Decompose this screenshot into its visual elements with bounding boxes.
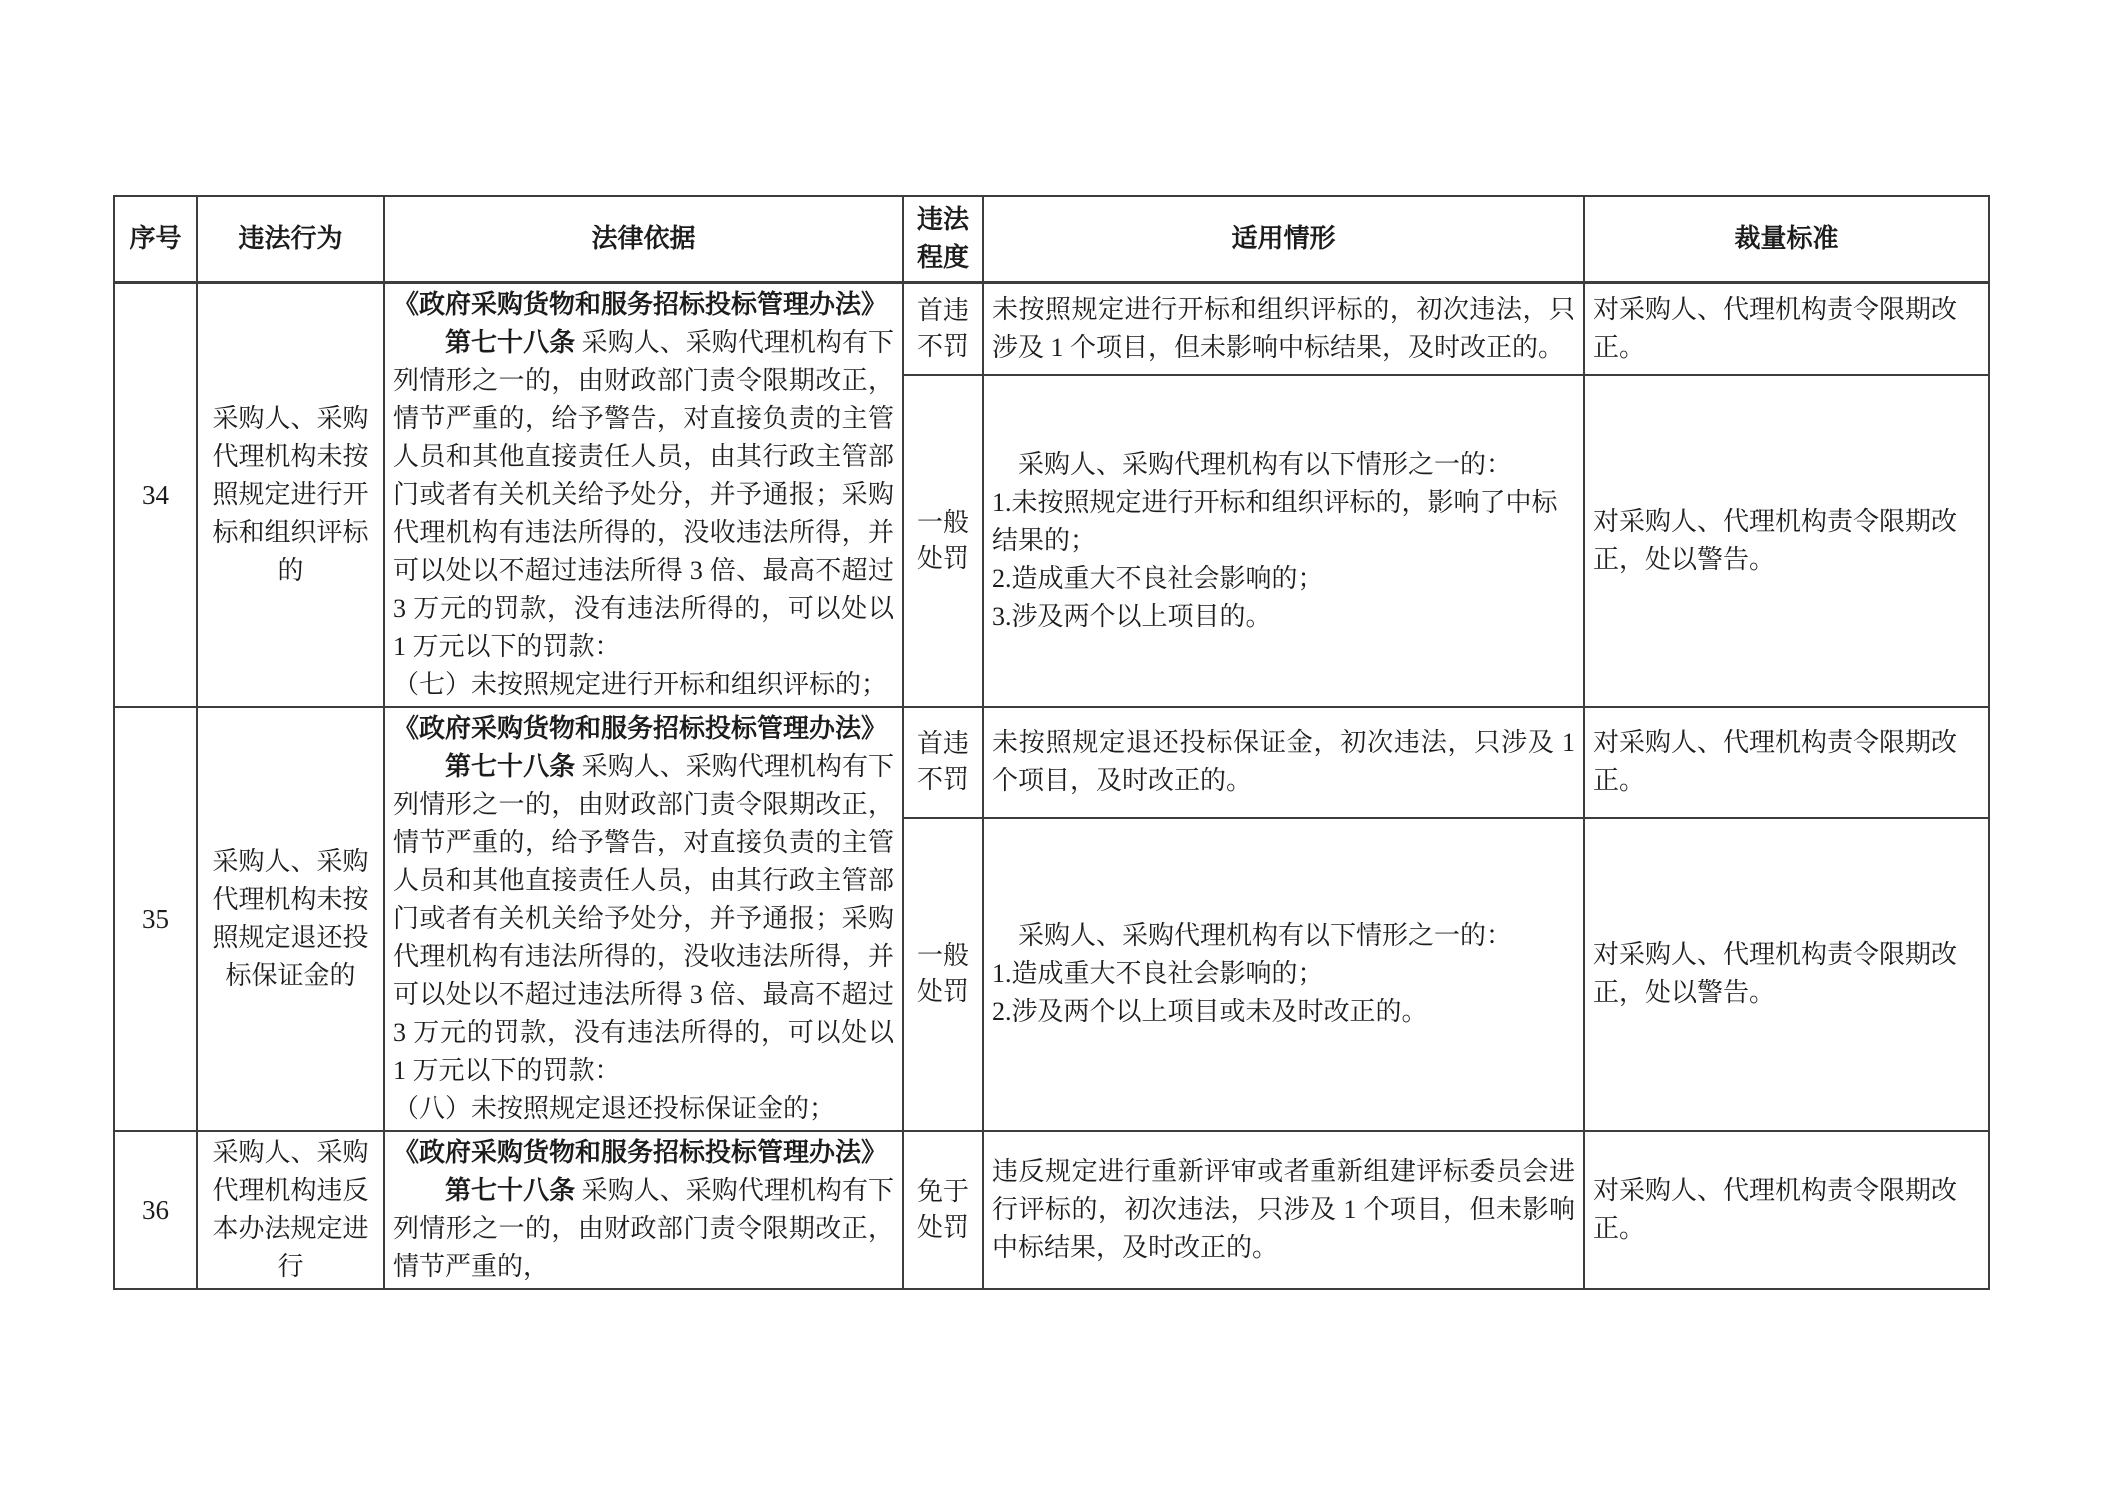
row36-situation: 违反规定进行重新评审或者重新组建评标委员会进行评标的，初次违法，只涉及 1 个项目，但未影响中标结果，及时改正的。 [983, 1131, 1584, 1289]
row34-seq: 34 [114, 283, 197, 708]
row36-legal-article [393, 1172, 894, 1286]
row34-legal-basis [384, 283, 903, 708]
row34a-situation: 未按照规定进行开标和组织评标的，初次违法，只涉及 1 个项目，但未影响中标结果，及时改正的。 [983, 283, 1584, 376]
row34a-degree: 首违不罚 [903, 283, 983, 376]
row34b-situation-item-1: 1.未按照规定进行开标和组织评标的，影响了中标结果的； [992, 488, 1558, 556]
row34b-situation [983, 375, 1584, 707]
row35-legal-item: （八）未按照规定退还投标保证金的； [393, 1094, 836, 1123]
header-situation: 适用情形 [983, 196, 1584, 283]
table-row-36 [114, 1131, 1989, 1289]
row36-violation: 采购人、采购代理机构违反本办法规定进行 [197, 1131, 384, 1289]
row34-legal-title: 《政府采购货物和服务招标投标管理办法》 [393, 290, 888, 319]
row34-legal-item: （七）未按照规定进行开标和组织评标的； [393, 670, 888, 699]
table-row-35a [114, 707, 1989, 818]
row36-legal-basis [384, 1131, 903, 1289]
row35b-situation-item-2: 2.涉及两个以上项目或未及时改正的。 [992, 997, 1428, 1027]
row34-violation: 采购人、采购代理机构未按照规定进行开标和组织评标的 [197, 283, 384, 708]
row36-article-body: 采购人、采购代理机构有下列情形之一的，由财政部门责令限期改正，情节严重的， [393, 1176, 894, 1281]
header-legal-basis: 法律依据 [384, 196, 903, 283]
row35-legal-title: 《政府采购货物和服务招标投标管理办法》 [393, 714, 888, 743]
row35b-situation-item-1: 1.造成重大不良社会影响的； [992, 959, 1324, 989]
row35a-situation: 未按照规定退还投标保证金，初次违法，只涉及 1 个项目，及时改正的。 [983, 707, 1584, 818]
header-violation: 违法行为 [197, 196, 384, 283]
row35-article-body: 采购人、采购代理机构有下列情形之一的，由财政部门责令限期改正，情节严重的，给予警告，对直接负责的主管人员和其他直接责任人员，由其行政主管部门或者有关机关给予处分，并予通报；采购代理机构有违法所得的，没收违法所得，并可以处以不超过违法所得 3 倍、最高不超过 3 万元的罚款，没有违法所得的，可以处以 1 万元以下的罚款： [393, 752, 894, 1085]
header-seq: 序号 [114, 196, 197, 283]
row34-article-label: 第七十八条 [445, 328, 576, 357]
row35b-situation [983, 818, 1584, 1131]
row34b-degree: 一般处罚 [903, 375, 983, 707]
row34b-situation-item-3: 3.涉及两个以上项目的。 [992, 602, 1272, 632]
row35-seq: 35 [114, 707, 197, 1131]
row34a-standard: 对采购人、代理机构责令限期改正。 [1584, 283, 1989, 376]
table-header-row [114, 196, 1989, 283]
row35-violation: 采购人、采购代理机构未按照规定退还投标保证金的 [197, 707, 384, 1131]
table-row-34a [114, 283, 1989, 376]
row35a-degree: 首违不罚 [903, 707, 983, 818]
row35b-situation-intro: 采购人、采购代理机构有以下情形之一的： [1018, 921, 1513, 951]
row35b-standard: 对采购人、代理机构责令限期改正，处以警告。 [1584, 818, 1989, 1131]
row35-article-label: 第七十八条 [445, 752, 576, 781]
row36-legal-title: 《政府采购货物和服务招标投标管理办法》 [393, 1138, 888, 1167]
row35b-degree: 一般处罚 [903, 818, 983, 1131]
row35-legal-basis [384, 707, 903, 1131]
row36-seq: 36 [114, 1131, 197, 1289]
row34-legal-article [393, 324, 894, 666]
row34b-situation-intro: 采购人、采购代理机构有以下情形之一的： [1018, 450, 1513, 480]
row34-article-body: 采购人、采购代理机构有下列情形之一的，由财政部门责令限期改正，情节严重的，给予警告，对直接负责的主管人员和其他直接责任人员，由其行政主管部门或者有关机关给予处分，并予通报；采购代理机构有违法所得的，没收违法所得，并可以处以不超过违法所得 3 倍、最高不超过 3 万元的罚款，没有违法所得的，可以处以 1 万元以下的罚款： [393, 328, 894, 661]
header-standard: 裁量标准 [1584, 196, 1989, 283]
row36-degree: 免于处罚 [903, 1131, 983, 1289]
header-degree: 违法程度 [903, 196, 983, 283]
row36-article-label: 第七十八条 [445, 1176, 576, 1205]
row34b-situation-item-2: 2.造成重大不良社会影响的； [992, 564, 1324, 594]
row35-legal-article [393, 748, 894, 1090]
row36-standard: 对采购人、代理机构责令限期改正。 [1584, 1131, 1989, 1289]
row34b-standard: 对采购人、代理机构责令限期改正，处以警告。 [1584, 375, 1989, 707]
penalty-discretion-table [113, 195, 1990, 1290]
row35a-standard: 对采购人、代理机构责令限期改正。 [1584, 707, 1989, 818]
